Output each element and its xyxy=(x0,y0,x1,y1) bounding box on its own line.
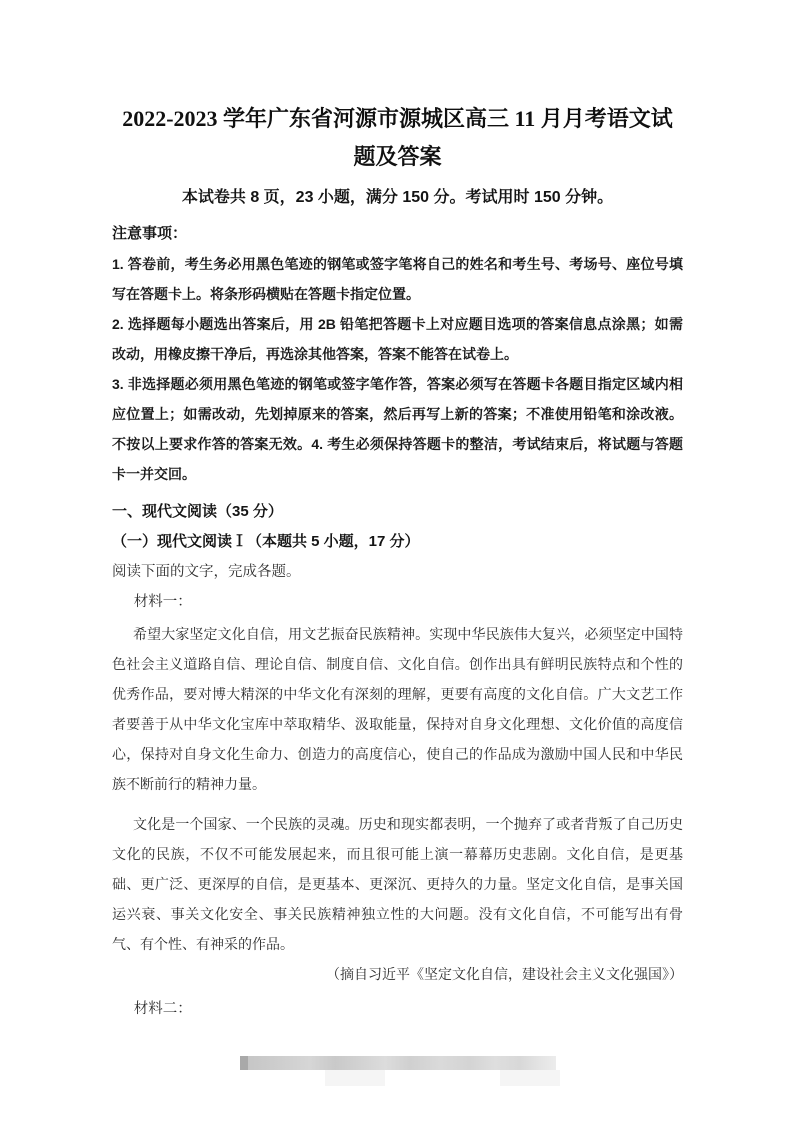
reading-instruction: 阅读下面的文字，完成各题。 xyxy=(112,564,301,580)
material-1-label: 材料一： xyxy=(133,594,192,610)
notice-heading: 注意事项： xyxy=(112,225,188,242)
title-line-1: 2022-2023 学年广东省河源市源城区高三 11 月月考语文试 xyxy=(122,106,673,131)
material-1-paragraph-1: 希望大家坚定文化自信，用文艺振奋民族精神。实现中华民族伟大复兴，必须坚定中国特色社会主义道路自信、理论自信、制度自信、文化自信。创作出具有鲜明民族特点和个性的优秀作品，要对博大精深的中华文化有深刻的理解，更要有高度的文化自信。广大文艺工作者要善于从中华文化宝库中萃取精华、汲取能量，保持对自身文化理想、文化价值的高度信心，保持对自身文化生命力、创造力的高度信心，使自己的作品成为激励中国人民和中华民族不断前行的精神力量。 xyxy=(112,628,683,793)
document-content xyxy=(112,0,683,1024)
notice-item-2: 2. 选择题每小题选出答案后，用 2B 铅笔把答题卡上对应题目选项的答案信息点涂黑；如需改动，用橡皮擦干净后，再选涂其他答案，答案不能答在试卷上。 xyxy=(112,316,683,362)
notice-item-1: 1. 答卷前，考生务必用黑色笔迹的钢笔或签字笔将自己的姓名和考生号、考场号、座位号填写在答题卡上。将条形码横贴在答题卡指定位置。 xyxy=(112,256,683,302)
watermark-artifact-right xyxy=(500,1070,560,1086)
exam-info-line: 本试卷共 8 页，23 小题，满分 150 分。考试用时 150 分钟。 xyxy=(181,189,614,206)
material-2-label: 材料二： xyxy=(133,1001,192,1017)
section-heading-modern-reading: 一、现代文阅读（35 分） xyxy=(112,503,283,520)
watermark-artifact-left xyxy=(325,1070,385,1086)
document-title xyxy=(112,100,683,176)
subsection-heading-reading-1: （一）现代文阅读Ⅰ（本题共 5 小题，17 分） xyxy=(112,533,420,550)
blurred-watermark-bar xyxy=(240,1056,556,1070)
material-1-paragraph-2: 文化是一个国家、一个民族的灵魂。历史和现实都表明，一个抛弃了或者背叛了自己历史文化的民族，不仅不可能发展起来，而且很可能上演一幕幕历史悲剧。文化自信，是更基础、更广泛、更深厚的自信，是更基本、更深沉、更持久的力量。坚定文化自信，是事关国运兴衰、事关文化安全、事关民族精神独立性的大问题。没有文化自信，不可能写出有骨气、有个性、有神采的作品。 xyxy=(112,818,683,953)
source-attribution: （摘自习近平《坚定文化自信，建设社会主义文化强国》） xyxy=(326,968,683,983)
notice-item-3: 3. 非选择题必须用黑色笔迹的钢笔或签字笔作答，答案必须写在答题卡各题目指定区域内相应位置上；如需改动，先划掉原来的答案，然后再写上新的答案；不准使用铅笔和涂改液。不按以上要求作答的答案无效。4. 考生必须保持答题卡的整洁，考试结束后，将试题与答题卡一并交回。 xyxy=(112,376,683,482)
title-line-2: 题及答案 xyxy=(353,144,442,169)
